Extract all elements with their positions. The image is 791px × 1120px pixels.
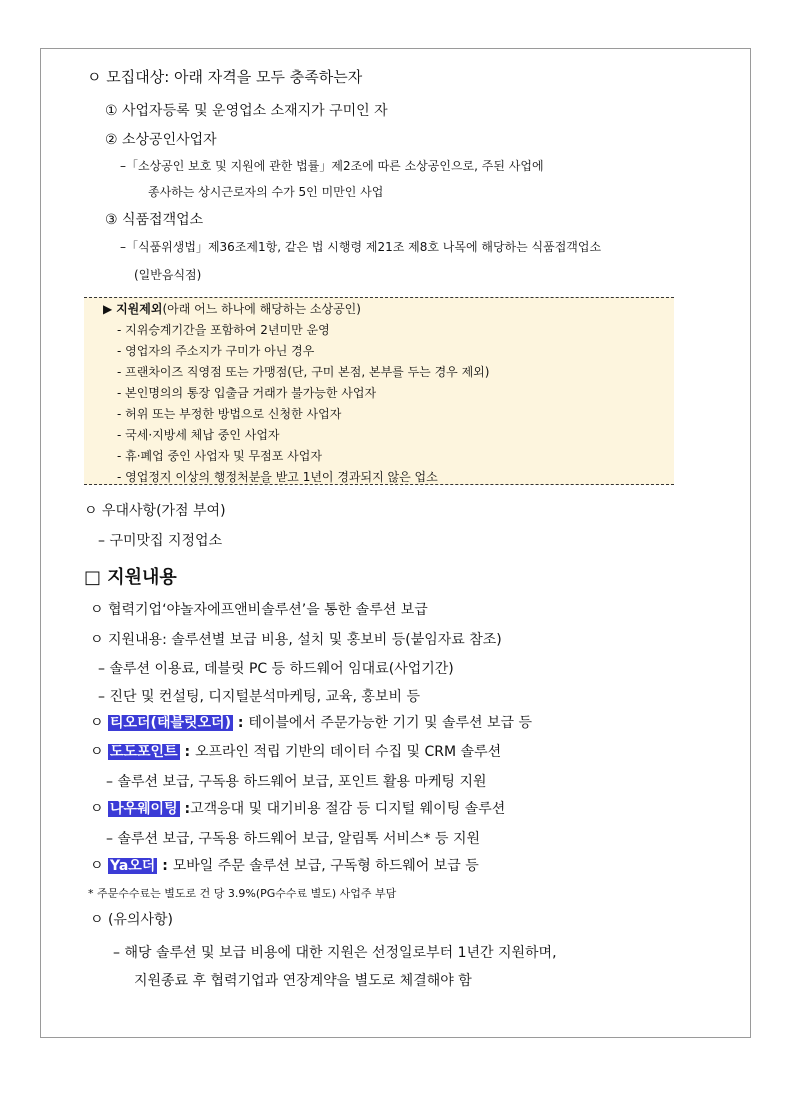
support-detail-line: – 진단 및 컨설팅, 디지털분석마케팅, 교육, 홍보비 등 — [98, 689, 420, 705]
eligibility-item-2: ② 소상공인사업자 — [105, 132, 217, 148]
solution-name-highlight: Ya오더 — [109, 858, 156, 874]
preference-item: – 구미맛집 지정업소 — [98, 533, 223, 549]
support-content-line: ㅇ 지원내용: 솔루션별 보급 비용, 설치 및 홍보비 등(붙임자료 참조) — [90, 632, 502, 648]
eligibility-item-1: ① 사업자등록 및 운영업소 소재지가 구미인 자 — [105, 103, 388, 119]
support-partner-line: ㅇ 협력기업‘야놀자에프앤비솔루션’을 통한 솔루션 보급 — [90, 602, 428, 618]
eligibility-item-3-desc-line1: –「식품위생법」제36조제1항, 같은 법 시행령 제21조 제8호 나목에 해당하는 식품접객업소 — [120, 240, 602, 254]
exclusion-title-row — [103, 300, 361, 317]
exclusion-item: - 프랜차이즈 직영점 또는 가맹점(단, 구미 본점, 본부를 두는 경우 제외) — [117, 365, 490, 379]
notes-line-1: – 해당 솔루션 및 보급 비용에 대한 지원은 선정일로부터 1년간 지원하며, — [113, 945, 557, 961]
triangle-marker-icon: ▶ — [103, 302, 113, 316]
exclusion-item: - 영업자의 주소지가 구미가 아닌 경우 — [117, 344, 315, 358]
eligibility-item-2-desc-line2: 종사하는 상시근로자의 수가 5인 미만인 사업 — [148, 185, 384, 199]
solution-name-highlight: 도도포인트 — [109, 744, 178, 760]
solution-nowwaiting: ㅇ 나우웨이팅 :고객응대 및 대기비용 절감 등 디지털 웨이팅 솔루션 — [90, 801, 506, 817]
exclusion-title-note: (아래 어느 하나에 해당하는 소상공인) — [162, 302, 361, 316]
eligibility-item-3-desc-line2: (일반음식점) — [134, 268, 202, 282]
support-section-title: □ 지원내용 — [84, 567, 177, 588]
solution-name-highlight: 티오더(태블릿오더) — [109, 715, 231, 731]
exclusion-item: - 지위승계기간을 포함하여 2년미만 운영 — [117, 323, 330, 337]
notes-line-2: 지원종료 후 협력기업과 연장계약을 별도로 체결해야 함 — [134, 973, 472, 989]
exclusion-item: - 영업정지 이상의 행정처분을 받고 1년이 경과되지 않은 업소 — [117, 470, 438, 484]
exclusion-item: - 국세·지방세 체납 중인 사업자 — [117, 428, 280, 442]
eligibility-item-2-desc-line1: –「소상공인 보호 및 지원에 관한 법률」제2조에 따른 소상공인으로, 주된 사업에 — [120, 159, 544, 173]
notes-heading: ㅇ (유의사항) — [90, 912, 173, 928]
fee-footnote: * 주문수수료는 별도로 건 당 3.9%(PG수수료 별도) 사업주 부담 — [88, 887, 397, 900]
exclusion-title: 지원제외 — [116, 302, 163, 316]
solution-torder: ㅇ 티오더(태블릿오더) : 테이블에서 주문가능한 기기 및 솔루션 보급 등 — [90, 715, 532, 731]
solution-dodopoint-detail: – 솔루션 보급, 구독용 하드웨어 보급, 포인트 활용 마케팅 지원 — [106, 774, 487, 790]
solution-dodopoint: ㅇ 도도포인트 : 오프라인 적립 기반의 데이터 수집 및 CRM 솔루션 — [90, 744, 502, 760]
eligibility-item-3: ③ 식품접객업소 — [105, 212, 204, 228]
exclusion-item: - 본인명의의 통장 입출금 거래가 불가능한 사업자 — [117, 386, 377, 400]
solution-name-highlight: 나우웨이팅 — [109, 801, 178, 817]
solution-nowwaiting-detail: – 솔루션 보급, 구독용 하드웨어 보급, 알림톡 서비스* 등 지원 — [106, 831, 481, 847]
exclusion-item: - 휴·폐업 중인 사업자 및 무점포 사업자 — [117, 449, 322, 463]
eligibility-heading: ㅇ 모집대상: 아래 자격을 모두 충족하는자 — [87, 68, 363, 86]
preference-heading: ㅇ 우대사항(가점 부여) — [84, 503, 226, 519]
support-detail-line: – 솔루션 이용료, 데블릿 PC 등 하드웨어 임대료(사업기간) — [98, 661, 454, 677]
exclusion-item: - 허위 또는 부정한 방법으로 신청한 사업자 — [117, 407, 342, 421]
solution-yaorder: ㅇ Ya오더 : 모바일 주문 솔루션 보급, 구독형 하드웨어 보급 등 — [90, 858, 479, 874]
